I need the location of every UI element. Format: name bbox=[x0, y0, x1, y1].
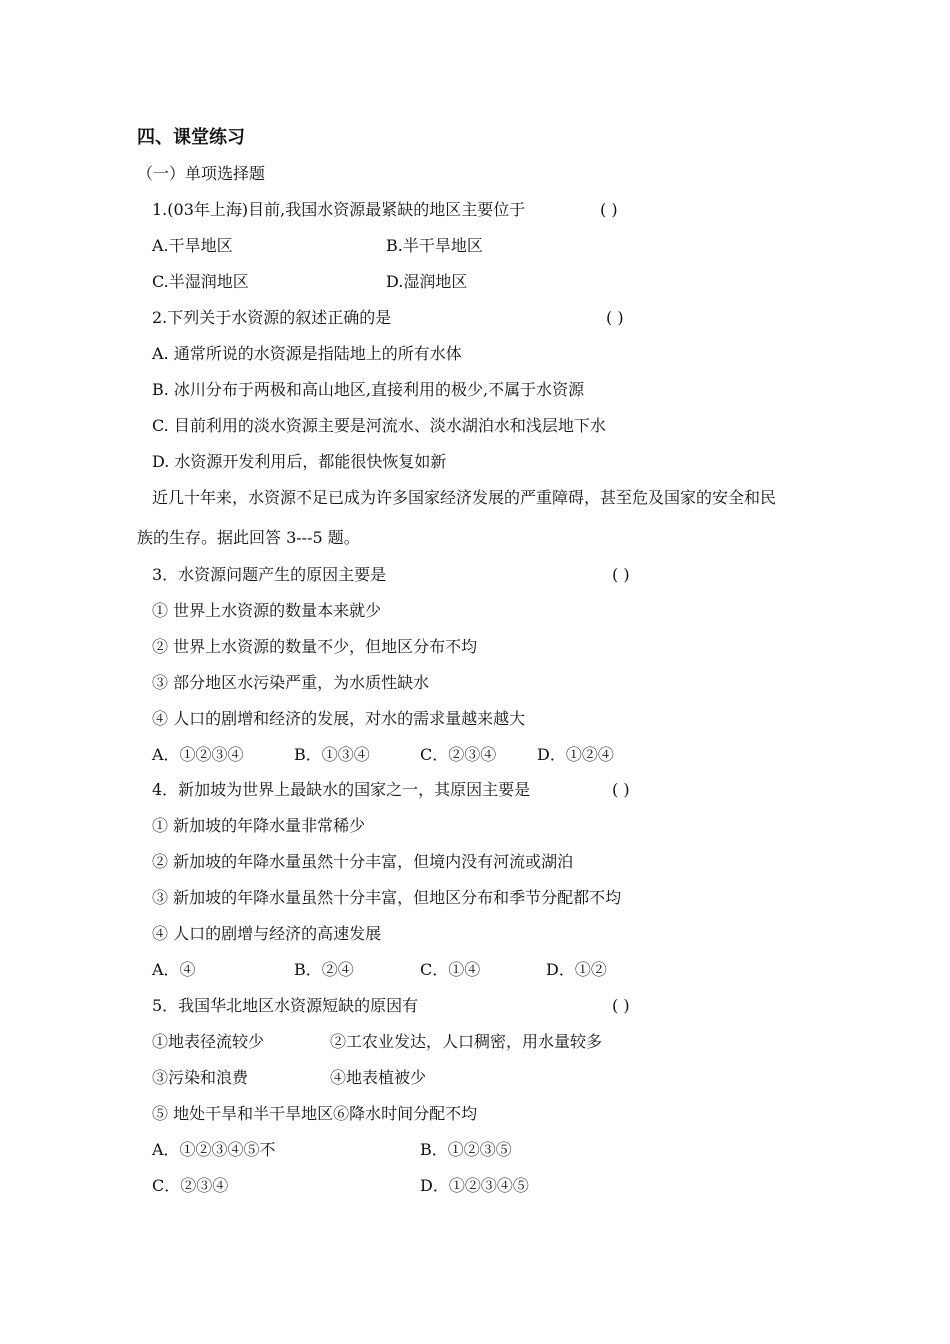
section-title: 四、课堂练习 bbox=[137, 127, 245, 148]
q4-item-4: ④ 人口的剧增与经济的高速发展 bbox=[152, 924, 382, 943]
q2-option-d: D. 水资源开发利用后，都能很快恢复如新 bbox=[152, 452, 447, 471]
q5-option-a: A．①②③④⑤不 bbox=[152, 1140, 276, 1159]
q2-answer-paren: ( ) bbox=[606, 308, 624, 327]
q4-item-1: ① 新加坡的年降水量非常稀少 bbox=[152, 816, 366, 835]
q5-stem: 5．我国华北地区水资源短缺的原因有 bbox=[152, 996, 419, 1015]
q3-item-1: ① 世界上水资源的数量本来就少 bbox=[152, 601, 382, 620]
q5-item-5: ⑤ 地处干旱和半干旱地区⑥降水时间分配不均 bbox=[152, 1104, 478, 1123]
q5-answer-paren: ( ) bbox=[612, 996, 630, 1015]
q1-answer-paren: ( ) bbox=[600, 200, 618, 219]
q1-stem: 1.(03年上海)目前,我国水资源最紧缺的地区主要位于 bbox=[152, 200, 526, 219]
q3-item-2: ② 世界上水资源的数量不少，但地区分布不均 bbox=[152, 637, 478, 656]
q2-stem: 2.下列关于水资源的叙述正确的是 bbox=[152, 308, 392, 327]
q1-option-a: A.干旱地区 bbox=[152, 236, 233, 255]
q4-option-d: D．①② bbox=[546, 960, 607, 979]
q1-option-c: C.半湿润地区 bbox=[152, 272, 249, 291]
q5-item-3: ③污染和浪费 bbox=[152, 1068, 249, 1087]
q3-option-c: C．②③④ bbox=[420, 745, 497, 764]
subsection-title: （一）单项选择题 bbox=[137, 164, 266, 183]
q2-option-b: B. 冰川分布于两极和高山地区,直接利用的极少,不属于水资源 bbox=[152, 380, 585, 399]
q3-answer-paren: ( ) bbox=[612, 565, 630, 584]
q4-option-a: A．④ bbox=[152, 960, 196, 979]
q5-item-1: ①地表径流较少 bbox=[152, 1032, 265, 1051]
q3-option-a: A．①②③④ bbox=[152, 745, 244, 764]
q3-stem: 3．水资源问题产生的原因主要是 bbox=[152, 565, 387, 584]
q3-option-b: B．①③④ bbox=[294, 745, 370, 764]
q2-option-a: A. 通常所说的水资源是指陆地上的所有水体 bbox=[152, 344, 462, 363]
q1-option-b: B.半干旱地区 bbox=[386, 236, 483, 255]
q5-item-4: ④地表植被少 bbox=[330, 1068, 427, 1087]
q3-item-4: ④ 人口的剧增和经济的发展，对水的需求量越来越大 bbox=[152, 709, 526, 728]
q4-stem: 4．新加坡为世界上最缺水的国家之一，其原因主要是 bbox=[152, 780, 531, 799]
q5-option-b: B．①②③⑤ bbox=[420, 1140, 512, 1159]
passage-line-2: 族的生存。据此回答 3---5 题。 bbox=[137, 528, 360, 547]
q5-option-c: C．②③④ bbox=[152, 1176, 229, 1195]
q4-item-3: ③ 新加坡的年降水量虽然十分丰富，但地区分布和季节分配都不均 bbox=[152, 888, 622, 907]
q3-item-3: ③ 部分地区水污染严重，为水质性缺水 bbox=[152, 673, 430, 692]
q4-item-2: ② 新加坡的年降水量虽然十分丰富，但境内没有河流或湖泊 bbox=[152, 852, 574, 871]
passage-line-1: 近几十年来，水资源不足已成为许多国家经济发展的严重障碍，甚至危及国家的安全和民 bbox=[152, 488, 777, 507]
q5-option-d: D．①②③④⑤ bbox=[420, 1176, 529, 1195]
q4-answer-paren: ( ) bbox=[612, 780, 630, 799]
q4-option-c: C．①④ bbox=[420, 960, 481, 979]
q5-item-2: ②工农业发达，人口稠密，用水量较多 bbox=[330, 1032, 603, 1051]
q4-option-b: B．②④ bbox=[294, 960, 354, 979]
q1-option-d: D.湿润地区 bbox=[386, 272, 468, 291]
q2-option-c: C. 目前利用的淡水资源主要是河流水、淡水湖泊水和浅层地下水 bbox=[152, 416, 606, 435]
q3-option-d: D．①②④ bbox=[537, 745, 614, 764]
